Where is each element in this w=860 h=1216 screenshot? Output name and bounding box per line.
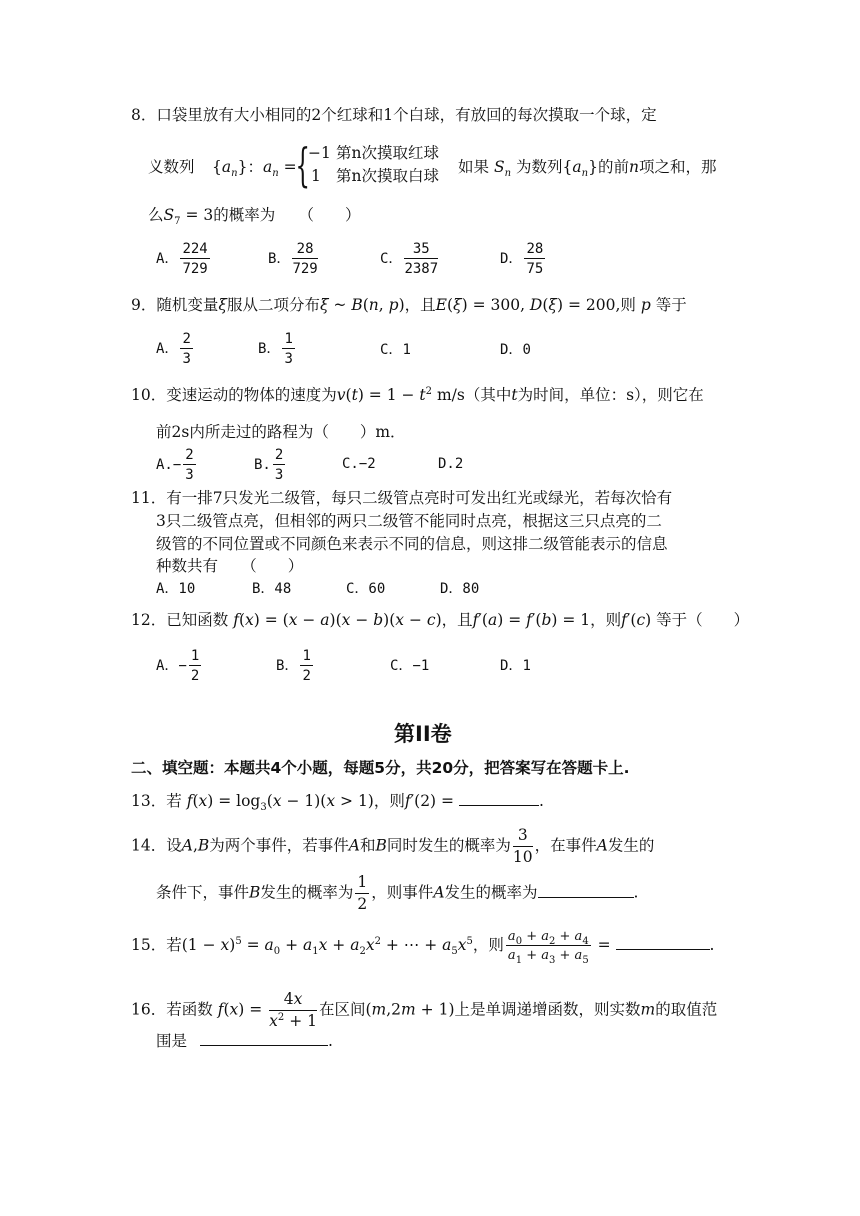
q11-option-d: D．80 (440, 581, 480, 597)
q15-answer-blank[interactable] (616, 949, 710, 950)
q11-option-c: C．60 (346, 581, 386, 597)
q12-option-a: A．− $\frac{1}{2}$ (156, 648, 200, 684)
q8-option-d: D． $\frac{28}{75}$ (500, 241, 544, 277)
q8-line1 (131, 108, 657, 124)
q10-option-d: D.2 (438, 456, 464, 472)
q8-case2-value: 1 (311, 167, 321, 185)
q11-line4: 种数共有 （ ） (156, 557, 304, 575)
q10-option-a: A.− $\frac{2}{3}$ (156, 447, 194, 483)
q13-answer-blank[interactable] (459, 805, 539, 806)
part2-title: 第II卷 (394, 722, 452, 746)
q10-line2: 前2s内所走过的路程为（ ）m． (156, 423, 406, 441)
q8-seq-notation: $\{a_n\}$：$a_n$ = (212, 158, 297, 179)
q9-option-b: B． $\frac{1}{3}$ (258, 331, 293, 367)
q12-stem: 12．已知函数 f(x) = (x − a)(x − b)(x − c)，且f′(a) = f′(b) = 1，则f′(c) 等于（ ） (131, 611, 750, 629)
q11-option-a: A．10 (156, 581, 196, 597)
q9-option-a: A． $\frac{2}{3}$ (156, 331, 191, 367)
q9-stem: 9．随机变量ξ服从二项分布ξ ~ B(n, p)，且E(ξ) = 300, D(ξ) = 200,则 p 等于 (131, 296, 687, 314)
q14-line1: 14．设A,B为两个事件，若事件A和B同时发生的概率为 $\frac{3}{10}$ ，在事件A发生的 (131, 826, 655, 866)
q16-answer-blank[interactable] (200, 1045, 328, 1046)
q8-line3: 么$S_7 = 3$的概率为 （ ） (148, 206, 361, 227)
q8-number: 8． (131, 106, 157, 124)
q11-line2: 3只二级管点亮，但相邻的两只二级管不能同时点亮，根据这三只点亮的二 (156, 512, 662, 530)
q11-option-b: B．48 (252, 581, 292, 597)
q12-option-b: B． $\frac{1}{2}$ (276, 648, 311, 684)
q14-answer-blank[interactable] (538, 897, 634, 898)
q9-option-d: D．0 (500, 342, 531, 358)
q9-option-c: C．1 (380, 342, 411, 358)
q12-option-d: D．1 (500, 658, 531, 674)
q8-case1-value: −1 (308, 144, 331, 162)
q8-case2-text: 第n次摸取白球 (336, 167, 439, 185)
q12-option-c: C．−1 (390, 658, 430, 674)
section2-heading: 二、填空题：本题共4个小题，每题5分，共20分，把答案写在答题卡上. (131, 759, 630, 777)
q11-line1: 11．有一排7只发光二级管，每只二级管点亮时可发出红光或绿光，若每次恰有 (131, 489, 673, 507)
q11-line3: 级管的不同位置或不同颜色来表示不同的信息，则这排二级管能表示的信息 (156, 535, 668, 553)
q10-option-c: C.−2 (342, 456, 376, 472)
q8-stem: 口袋里放有大小相同的2个红球和1个白球，有放回的每次摸取一个球，定 (156, 106, 657, 124)
q8-option-c: C． $\frac{35}{2387}$ (380, 241, 439, 277)
q14-line2: 条件下，事件B发生的概率为 $\frac{1}{2}$ ，则事件A发生的概率为 . (156, 873, 639, 913)
q13-stem: 13．若 $f(x) = \log_3(x - 1)(x > 1)$，则f′(2) = . (131, 792, 544, 813)
q10-stem: 10．变速运动的物体的速度为$v(t) = 1 - t^2$ m/s（其中t为时间，单位：s），则它在 (131, 386, 704, 404)
q8-condition: 如果 $S_n$ 为数列$\{a_n\}$的前n项之和，那 (458, 158, 717, 179)
q10-option-b: B. $\frac{2}{3}$ (254, 447, 284, 483)
q8-option-b: B． $\frac{28}{729}$ (268, 241, 318, 277)
q16-line2: 围是 . (156, 1032, 333, 1050)
q16-line1: 16．若函数 f(x) = $\frac{4x}{x^2 + 1}$ 在区间(m,2m + 1)上是单调递增函数，则实数m的取值范 (131, 990, 718, 1030)
q8-option-a: A． $\frac{224}{729}$ (156, 241, 208, 277)
q8-case1-text: 第n次摸取红球 (336, 144, 439, 162)
q15-stem: 15．若$(1 - x)^5 = a_0 + a_1x + a_2x^2$ + ⋯ + $a_5x^5$，则 $\frac{a_0 + a_2 + a_4}{a_1 + a_3 + a_5}$ = . (131, 929, 715, 966)
